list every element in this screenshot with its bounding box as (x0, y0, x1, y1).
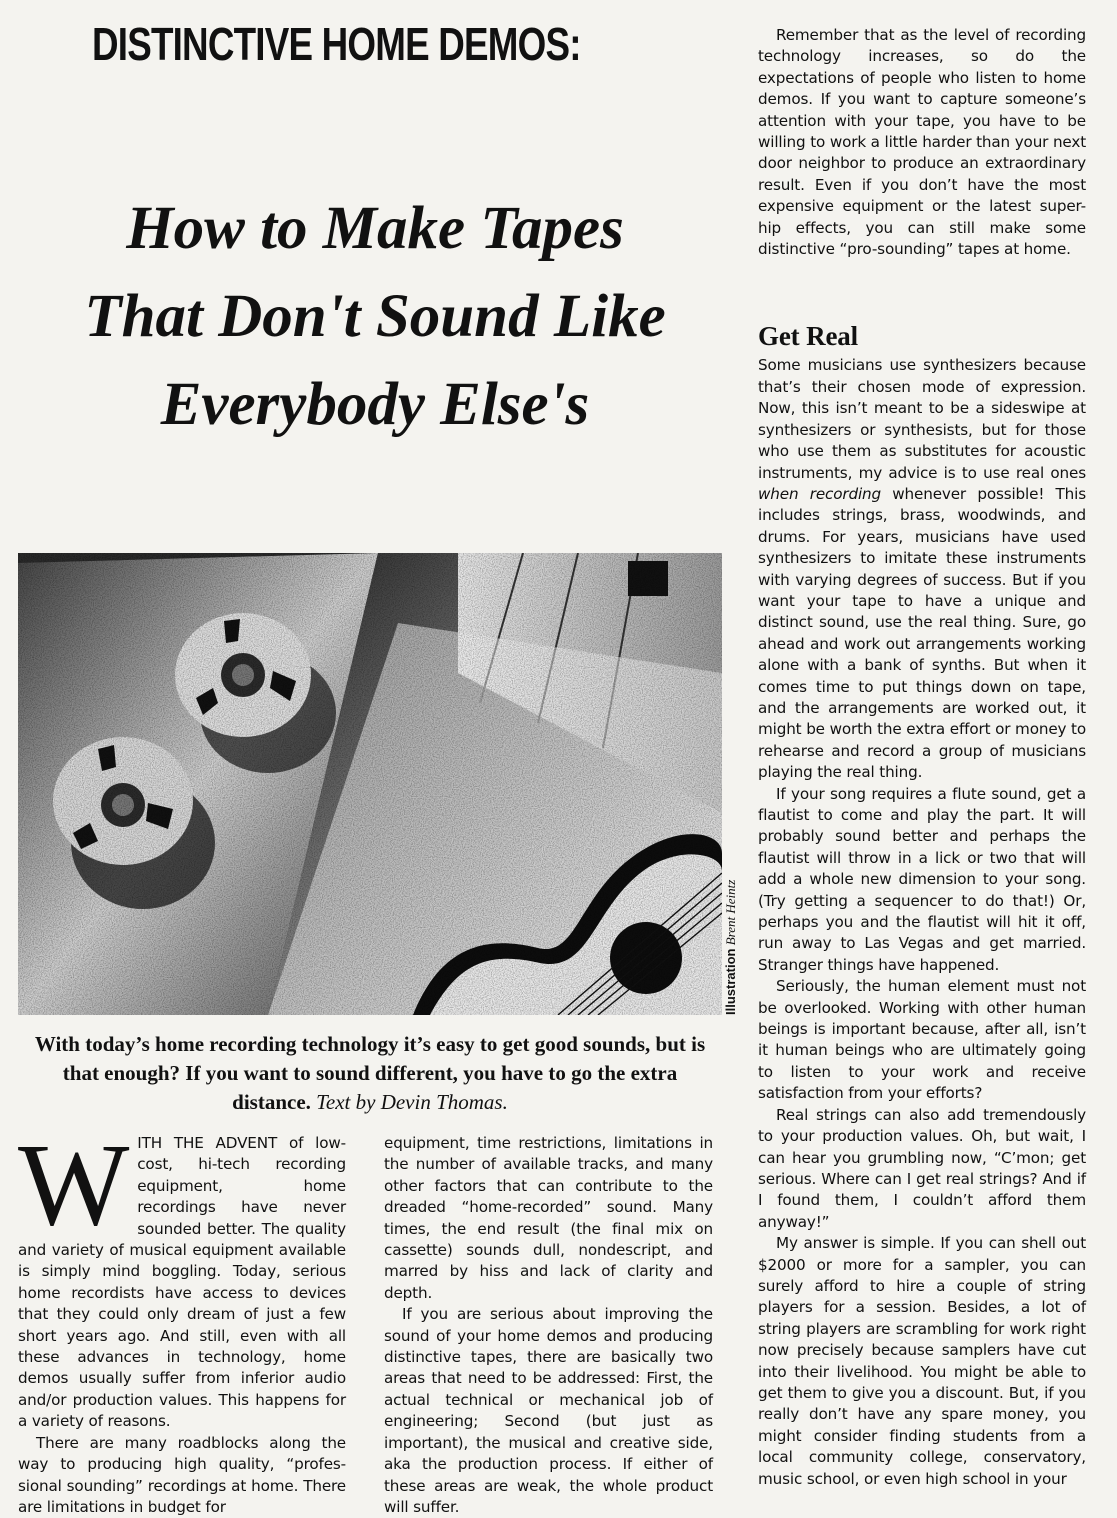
body-column-3 (758, 25, 1086, 1490)
credit-label: Illustration (723, 948, 738, 1015)
byline: Text by Devin Thomas. (316, 1090, 508, 1114)
paragraph: If you are serious about improving the sound of your home demos and producing distinctive tapes, there are basically two areas that need to be addressed: First, the actual technical or mechanical job of engineering; Second (but just as important), the musical and creative side, aka the production process. If either of these areas are weak, the whole product will suffer. (384, 1305, 713, 1516)
article-deck (30, 1030, 710, 1117)
paragraph: Real strings can also add tremendously to your production values. Oh, but wait, I can hear you grumbling now, “C’mon; get serious. Where can I get real strings? And if I found them, I couldn’t afford them anyway!” (758, 1105, 1086, 1231)
headline-line-3: Everybody Else's (160, 371, 590, 438)
section-subhead: Get Real (758, 321, 859, 352)
paragraph: Seriously, the human element must not be overlooked. Working with other human beings is important because, after all, isn’t it human beings who are ultimately going to listen to your work and receive satisfaction from your efforts? (758, 977, 1086, 1103)
headline-line-2: That Don't Sound Like (84, 283, 666, 350)
paragraph: My answer is simple. If you can shell out $2000 or more for a sampler, you can surely afford to hire a couple of string players for a session. Besides, a lot of string players are scrambling for work right now precisely because samplers have cut into their livelihood. You might be able to get them to give you a discount. But, if you really don’t have any spare money, you might consider finding students from a local community college, conservatory, music school, or even high school in your (758, 1234, 1086, 1488)
body-column-1 (18, 1119, 346, 1518)
paragraph: equipment, time restrictions, limitations in the number of available tracks, and many other factors that can contribute to the dreaded “home-recorded” sound. Many times, the end result (the final mix on cassette) sounds dull, nondescript, and marred by hiss and lack of clarity and depth. (384, 1134, 713, 1302)
paragraph: Some musicians use synthesizers because that’s their chosen mode of expression. Now, this isn’t meant to be a sideswipe at synthesizers or synthesists, but for those who use them as substitutes for acoustic instruments, my advice is to use real ones when recording whenever possible! This includes strings, brass, woodwinds, and drums. For years, musicians have used synthesizers to imitate these instruments with varying degrees of success. But if you want your tape to have a unique and distinct sound, use the real thing. Sure, go ahead and work out arrangements working alone with a bank of synths. But when it comes time to put things down on tape, and the arrangements are worked out, it might be worth the extra effort or money to rehearse and record a group of musicians playing the real thing. (758, 356, 1086, 782)
drop-cap: W (18, 1119, 130, 1250)
article-headline (30, 185, 720, 449)
paragraph: WITH THE ADVENT of low-cost, hi-tech recording equipment, home recordings have never sounded better. The quality and variety of musical equipment available is simply mind boggling. Today, serious home recordists have access to devices that they could only dream of just a few short years ago. And still, even with all these advances in technology, home demos usually suffer from inferior audio and/or production values. This happens for a variety of reasons. (18, 1119, 346, 1431)
section-kicker: DISTINCTIVE HOME DEMOS: (92, 18, 581, 70)
tape-reels-guitar-illustration (18, 553, 722, 1015)
lead-in-caps: ITH THE ADVENT (137, 1134, 278, 1152)
paragraph: There are many roadblocks along the way to producing high quality, “profes-sional sounding” recordings at home. There are limitations in budget for (18, 1433, 346, 1516)
paragraph: If your song requires a flute sound, get a flautist to come and play the part. It will probably sound better and perhaps the flautist will throw in a lick or two that will add a whole new dimension to your song. (Try getting a sequencer to do that!) Or, perhaps you and the flautist will hit it off, run away to Las Vegas and get married. Stranger things have happened. (758, 784, 1086, 974)
deck-text: With today’s home recording technology it’s easy to get good sounds, but is that enough? If you want to sound different, you have to go the extra distance. (34, 1032, 706, 1114)
illustration-credit (723, 880, 739, 1015)
headline-line-1: How to Make Tapes (126, 195, 624, 262)
paragraph: Remember that as the level of recording technology increases, so do the expectations of people who listen to home demos. If you want to capture someone’s attention with your tape, you have to be willing to work a little harder than your next door neighbor to produce an extraordinary result. Even if you don’t have the most expensive equipment or the latest super-hip effects, you can still make some distinctive “pro-sounding” tapes at home. (758, 26, 1086, 259)
body-column-2 (384, 1133, 713, 1518)
credit-name: Brent Heintz (723, 879, 738, 946)
